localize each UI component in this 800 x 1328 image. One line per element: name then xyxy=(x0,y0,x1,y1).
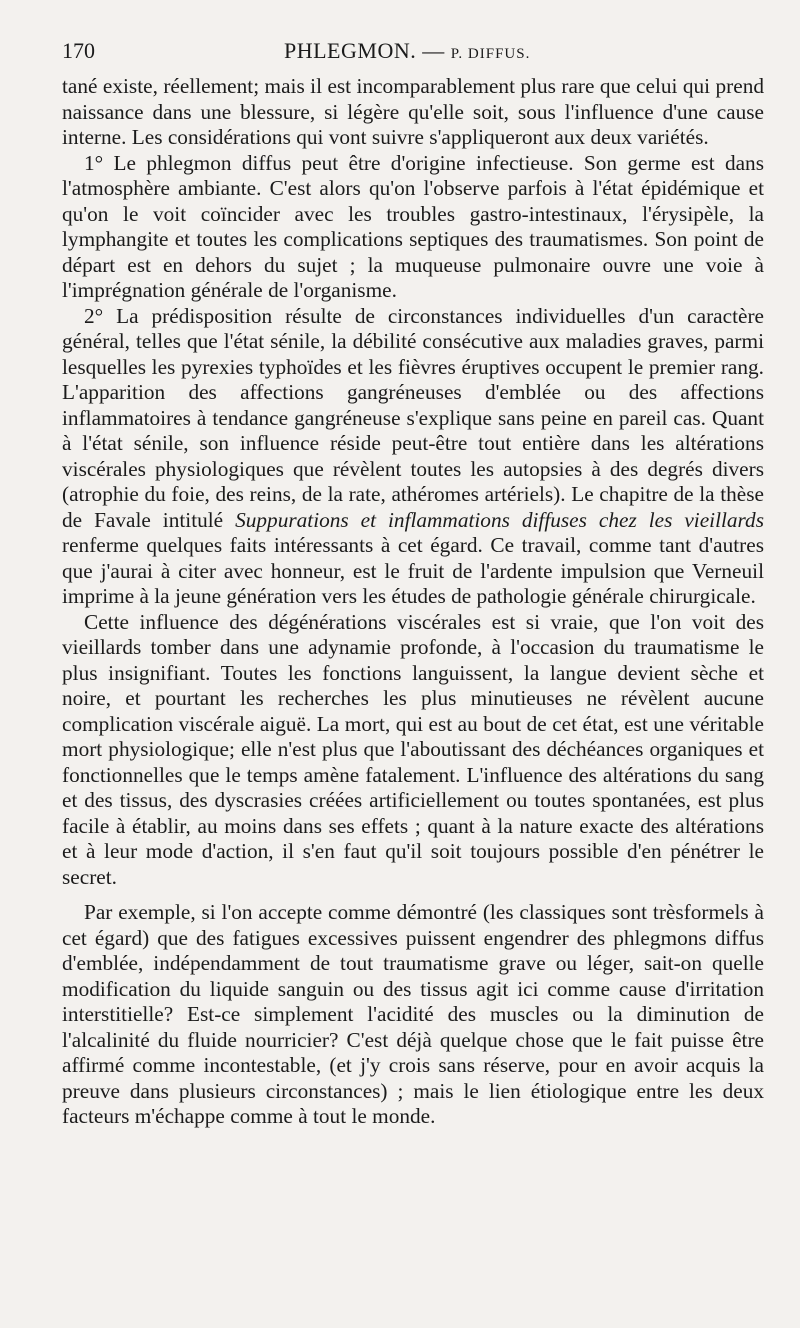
paragraph-text: renferme quelques faits intéressants à cet égard. Ce travail, comme tant d'autres que j'aurai à citer avec honneur, est le fruit de l'ardente impulsion que Verneuil imprime à la jeune génération vers les études de pathologie générale chirurgicale. xyxy=(62,533,764,608)
thesis-title: Suppurations et inflammations diffuses chez les vieillards xyxy=(235,507,764,532)
paragraph-predisposition xyxy=(62,304,764,610)
paragraph-infectious-origin: 1° Le phlegmon diffus peut être d'origine infectieuse. Son germe est dans l'atmosphère ambiante. C'est alors qu'on l'observe parfois à l'état épidémique et qu'on le voit coïncider avec les troubles gastro-intestinaux, l'érysipèle, la lymphangite et toutes les complications septiques des traumatismes. Son point de départ est en dehors du sujet ; la muqueuse pulmonaire ouvre une voie à l'imprégnation générale de l'organisme. xyxy=(62,150,764,302)
running-head xyxy=(284,38,530,64)
paragraph-example: Par exemple, si l'on accepte comme démontré (les classiques sont trèsformels à cet égard) que des fatigues excessives puissent engendrer des phlegmons diffus d'emblée, indépendamment de tout traumatisme grave ou léger, sait-on quelle modification du liquide sanguin ou des tissus agit ici comme cause d'irritation interstitielle? Est-ce simplement l'acidité des muscles ou la diminution de l'alcalinité du fluide nourricier? C'est déjà quelque chose que le fait puisse être affirmé comme incontestable, (et j'y crois sans réserve, pour en avoir acquis la preuve dans plusieurs circonstances) ; mais le lien étiologique entre les deux facteurs m'échappe comme à tout le monde. xyxy=(62,900,764,1128)
paragraph-continuation: tané existe, réellement; mais il est incomparablement plus rare que celui qui prend naissance dans une blessure, si légère qu'elle soit, sous l'influence d'une cause interne. Les considérations qui vont suivre s'appliqueront aux deux variétés. xyxy=(62,74,764,149)
paragraph-visceral-degeneration: Cette influence des dégénérations viscérales est si vraie, que l'on voit des vieillards tomber dans une adynamie profonde, à l'occasion du traumatisme le plus insignifiant. Toutes les fonctions languissent, la langue devient sèche et noire, et pourtant les recherches les plus minutieuses ne révèlent aucune complication viscérale aiguë. La mort, qui est au bout de cet état, est une véritable mort physiologique; elle n'est plus que l'aboutissant des déchéances organiques et fonctionnelles que le temps amène fatalement. L'influence des altérations du sang et des tissus, des dyscrasies créées artificiellement ou toutes spontanées, est plus facile à établir, au moins dans ses effets ; quant à la nature exacte des altérations et à leur mode d'action, il s'en faut qu'il soit toujours possible d'en pénétrer le secret. xyxy=(62,609,764,889)
body-text xyxy=(62,74,764,1130)
running-head-subtitle: P. DIFFUS. xyxy=(450,46,531,62)
page-number: 170 xyxy=(62,38,95,63)
page-header xyxy=(62,38,764,72)
paragraph-text: 2° La prédisposition résulte de circonstances individuelles d'un caractère général, telles que l'état sénile, la débilité consécutive aux maladies graves, parmi lesquelles les pyrexies typhoïdes et les fièvres éruptives occupent le premier rang. L'apparition des affections gangréneuses d'emblée ou des affections inflammatoires à tendance gangréneuse s'explique sans peine en pareil cas. Quant à l'état sénile, son influence réside peut-être tout entière dans les altérations viscérales physiologiques que révèlent toutes les autopsies à des degrés divers (atrophie du foie, des reins, de la rate, athéromes artériels). Le chapitre de la thèse de Favale intitulé xyxy=(62,303,764,532)
running-head-main: PHLEGMON. — xyxy=(284,38,445,63)
